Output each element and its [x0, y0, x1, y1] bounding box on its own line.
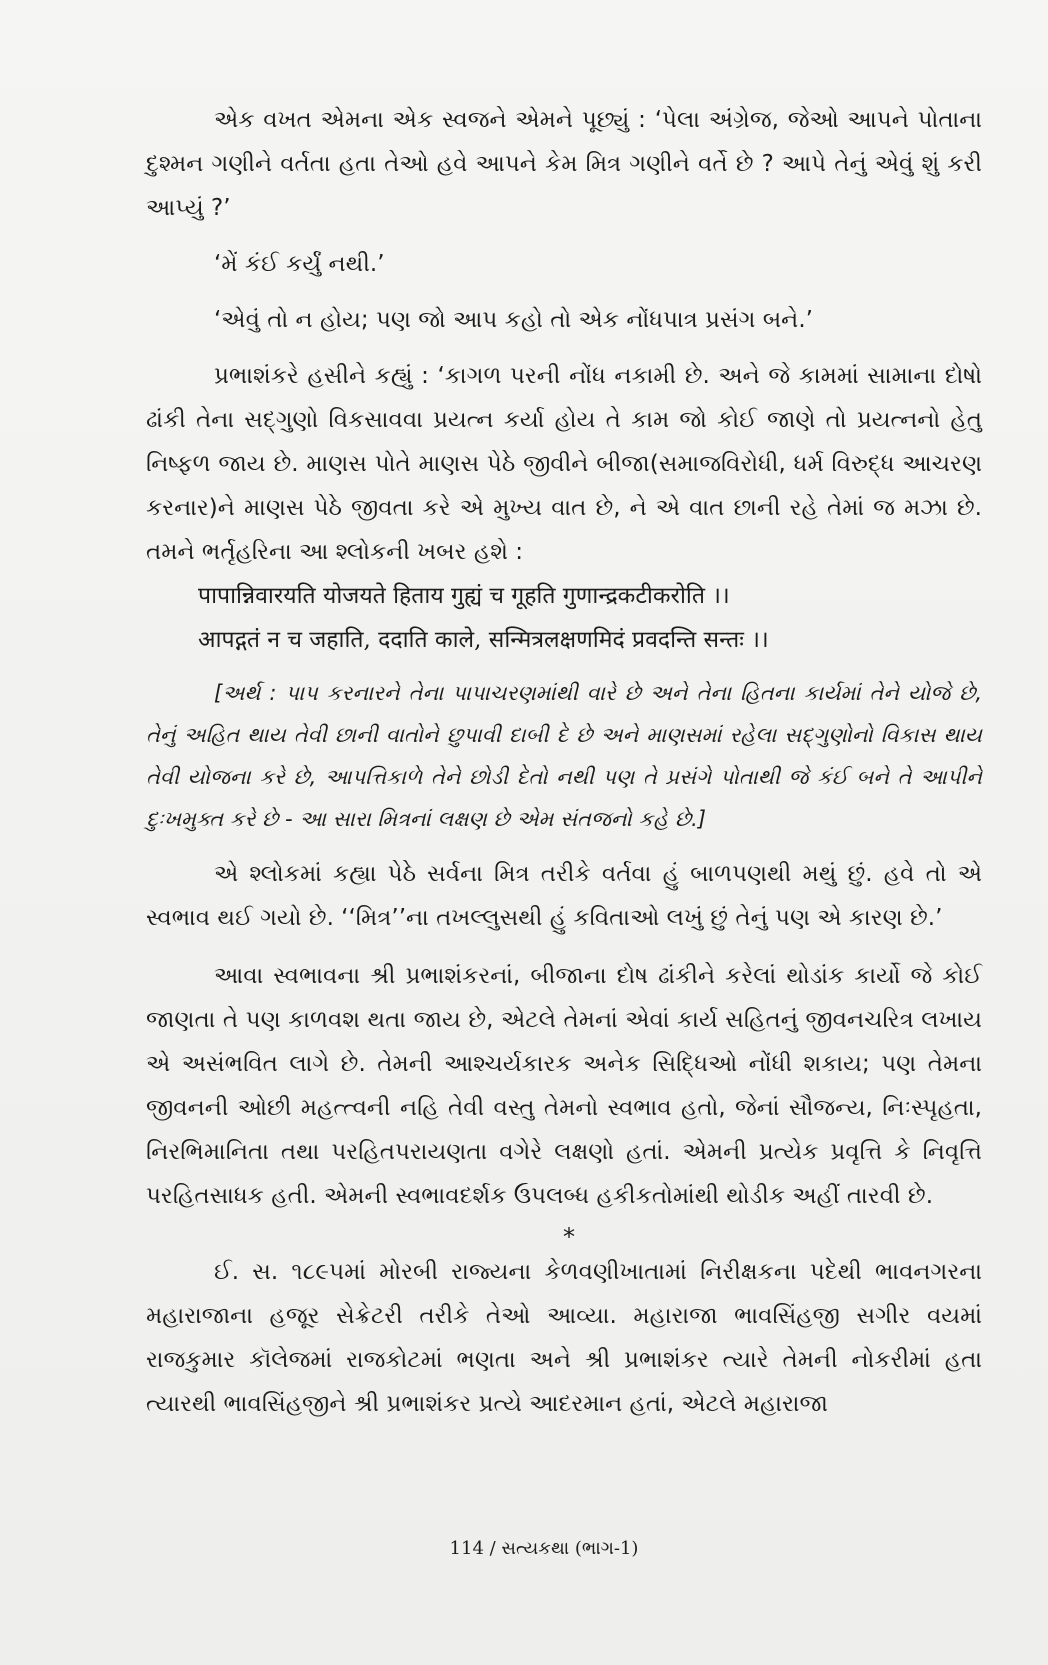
page-body [146, 98, 982, 1426]
sanskrit-verse-line-1: पापान्निवारयति योजयते हिताय गुह्यं च गूहति गुणान्द्रकटीकरोति ।। [198, 583, 730, 609]
paragraph-question: એક વખત એમના એક સ્વજને એમને પૂછ્યું : ‘પેલા અંગ્રેજ, જેઓ આપને પોતાના દુશ્મન ગણીને વર્તતા હતા તેઓ હવે આપને કેમ મિત્ર ગણીને વર્તે છે ? આપે તેનું એવું શું કરી આપ્યું ?’ [146, 107, 982, 221]
page-footer: 114 / સત્યકથા (ભાગ-1) [449, 1538, 639, 1559]
paragraph-history: ઈ. સ. ૧૮૯૫માં મોરબી રાજ્યના કેળવણીખાતામાં નિરીક્ષકના પદેથી ભાવનગરના મહારાજાના હજૂર સેક્રેટરી તરીકે તેઓ આવ્યા. મહારાજા ભાવસિંહજી સગીર વયમાં રાજકુમાર કૉલેજમાં રાજકોટમાં ભણતા અને શ્રી પ્રભાશંકર ત્યારે તેમની નોકરીમાં હતા ત્યારથી ભાવસિંહજીને શ્રી પ્રભાશંકર પ્રત્યે આદરમાન હતાં, એટલે મહારાજા [146, 1259, 982, 1417]
paragraph-character: આવા સ્વભાવના શ્રી પ્રભાશંકરનાં, બીજાના દોષ ઢાંકીને કરેલાં થોડાંક કાર્યો જે કોઈ જાણતા તે પણ કાળવશ થતા જાય છે, એટલે તેમનાં એવાં કાર્ય સહિતનું જીવનચરિત્ર લખાય એ અસંભવિત લાગે છે. તેમની આશ્ચર્યકારક અનેક સિદ્ધિઓ નોંધી શકાય; પણ તેમના જીવનની ઓછી મહત્ત્વની નહિ તેવી વસ્તુ તેમનો સ્વભાવ હતો, જેનાં સૌજન્ય, નિઃસ્પૃહતા, નિરભિમાનિતા તથા પરહિતપરાયણતા વગેરે લક્ષણો હતાં. એમની પ્રત્યેક પ્રવૃત્તિ કે નિવૃત્તિ પરહિતસાધક હતી. એમની સ્વભાવદર્શક ઉપલબ્ધ હકીકતોમાંથી થોડીક અહીં તારવી છે. [146, 963, 982, 1209]
paragraph-answer: પ્રભાશંકરે હસીને કહ્યું : ‘કાગળ પરની નોંધ નકામી છે. અને જે કામમાં સામાના દોષો ઢાંકી તેના સદ્ગુણો વિકસાવવા પ્રયત્ન કર્યા હોય તે કામ જો કોઈ જાણે તો પ્રયત્નનો હેતુ નિષ્ફળ જાય છે. માણસ પોતે માણસ પેઠે જીવીને બીજા(સમાજવિરોધી, ધર્મ વિરુદ્ધ આચરણ કરનાર)ને માણસ પેઠે જીવતા કરે એ મુખ્ય વાત છે, ને એ વાત છાની રહે તેમાં જ મઝા છે. તમને ભર્તૃહરિના આ શ્લોકની ખબર હશે : [146, 363, 982, 565]
paragraph-nature: એ શ્લોકમાં કહ્યા પેઠે સર્વના મિત્ર તરીકે વર્તવા હું બાળપણથી મથું છું. હવે તો એ સ્વભાવ થઈ ગયો છે. ‘‘મિત્ર’’ના તખલ્લુસથી હું કવિતાઓ લખું છું તેનું પણ એ કારણ છે.’ [146, 861, 982, 931]
section-separator: * [563, 1223, 575, 1251]
dialog-reply: ‘મેં કંઈ કર્યું નથી.’ [214, 251, 385, 277]
verse-meaning: [અર્થ : પાપ કરનારને તેના પાપાચરણમાંથી વારે છે અને તેના હિતના કાર્યમાં તેને યોજે છે, તેનું અહિત થાય તેવી છાની વાતોને છુપાવી દાબી દે છે અને માણસમાં રહેલા સદ્ગુણોનો વિકાસ થાય તેવી યોજના કરે છે, આપત્તિકાળે તેને છોડી દેતો નથી પણ તે પ્રસંગે પોતાથી જે કંઈ બને તે આપીને દુઃખમુક્ત કરે છે - આ સારા મિત્રનાં લક્ષણ છે એમ સંતજનો કહે છે.] [146, 681, 982, 831]
sanskrit-verse-line-2: आपद्गतं न च जहाति, ददाति काले, सन्मित्रलक्षणमिदं प्रवदन्ति सन्तः ।। [198, 627, 769, 653]
dialog-insist: ‘એવું તો ન હોય; પણ જો આપ કહો તો એક નોંધપાત્ર પ્રસંગ બને.’ [214, 307, 813, 333]
